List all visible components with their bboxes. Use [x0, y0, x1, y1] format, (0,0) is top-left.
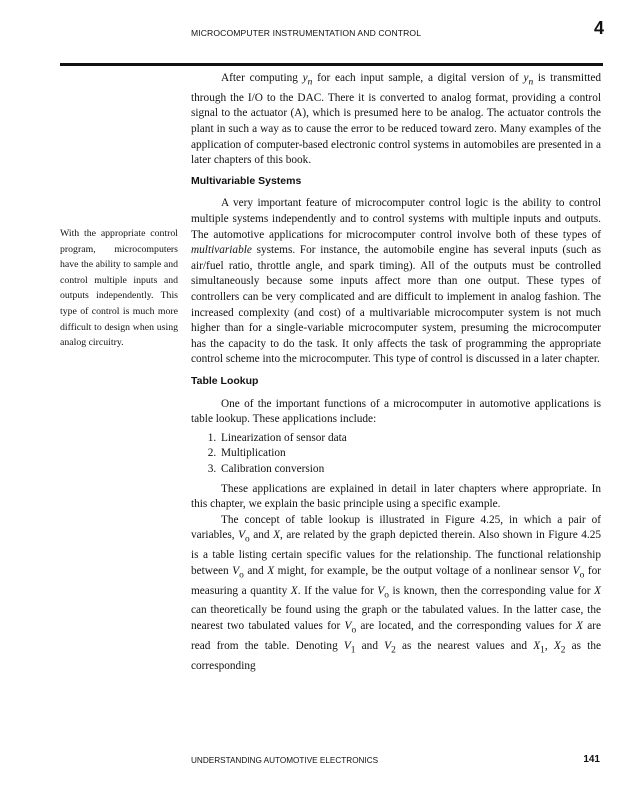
header-rule	[60, 63, 603, 66]
table-lookup-concept: The concept of table lookup is illustrated in Figure 4.25, in which a pair of variables, $V_o$ and X, are related by the graph depicted therein. Also shown in Figure 4.25 is a table listing certain specific values for the relationship. The functional relationship between $V_o$ and X might, for example, be the output voltage of a nonlinear sensor $V_o$ for measuring a quantity X. If the value for $V_o$ is known, then the corresponding value for X can theoretically be found using the graph or the tabulated values. In the latter case, the nearest two tabulated values for $V_o$ are located, and the corresponding values for X are read from the table. Denoting $V_1$ and $V_2$ as the nearest values and $X_1$, $X_2$ as the corresponding	[191, 513, 601, 672]
applications-explained: These applications are explained in detail in later chapters where appropriate. In this chapter, we explain the basic principle using a specific example.	[191, 482, 601, 511]
chapter-number: 4	[593, 18, 604, 38]
applications-list	[191, 431, 601, 478]
multivariable-paragraph: A very important feature of microcomputer control logic is the ability to control multiple systems independently and to control systems with multiple inputs and outputs. The automotive applications for microcomputer control involve both of these types of multivariable systems. For instance, the automobile engine has several inputs (such as air/fuel ratio, throttle angle, and spark timing). All of the outputs must be controlled simultaneously because some inputs affect more than one output. These types of controllers can be very complicated and are difficult to implement in analog fashion. The increased complexity (and cost) of a multivariable microcomputer system is not much higher than for a single-variable microcomputer system, presuming the microcomputer has the capacity to do the task. It only affects the task of programming the appropriate control scheme into the microcomputer. This type of control is discussed in a later chapter.	[191, 197, 601, 366]
table-lookup-intro: One of the important functions of a microcomputer in automotive applications is table lookup. These applications include:	[191, 397, 601, 426]
list-item: 2. Multiplication	[219, 446, 601, 462]
table-lookup-heading: Table Lookup	[191, 374, 259, 387]
main-text	[191, 71, 601, 674]
running-header-title: MICROCOMPUTER INSTRUMENTATION AND CONTROL	[191, 28, 422, 38]
list-item: 1. Linearization of sensor data	[219, 431, 601, 447]
list-item: 3. Calibration conversion	[219, 462, 601, 478]
intro-paragraph: After computing $y_n$ for each input sample, a digital version of $y_n$ is transmitted through the I/O to the DAC. There it is converted to analog format, providing a control signal to the actuator (A), which is presumed here to be analog. The actuator controls the plant in such a way as to cause the error to be reduced toward zero. Many examples of the application of computer-based electronic control systems in automobiles are presented in a later chapters of this book.	[191, 72, 602, 167]
page-number: 141	[583, 754, 600, 765]
running-footer-title: UNDERSTANDING AUTOMOTIVE ELECTRONICS	[191, 756, 379, 765]
multivariable-heading: Multivariable Systems	[191, 174, 302, 187]
margin-note: With the appropriate control program, microcomputers have the ability to sample and control multiple inputs and outputs independently. This type of control is much more difficult to design when using analog circuitry.	[60, 228, 178, 349]
